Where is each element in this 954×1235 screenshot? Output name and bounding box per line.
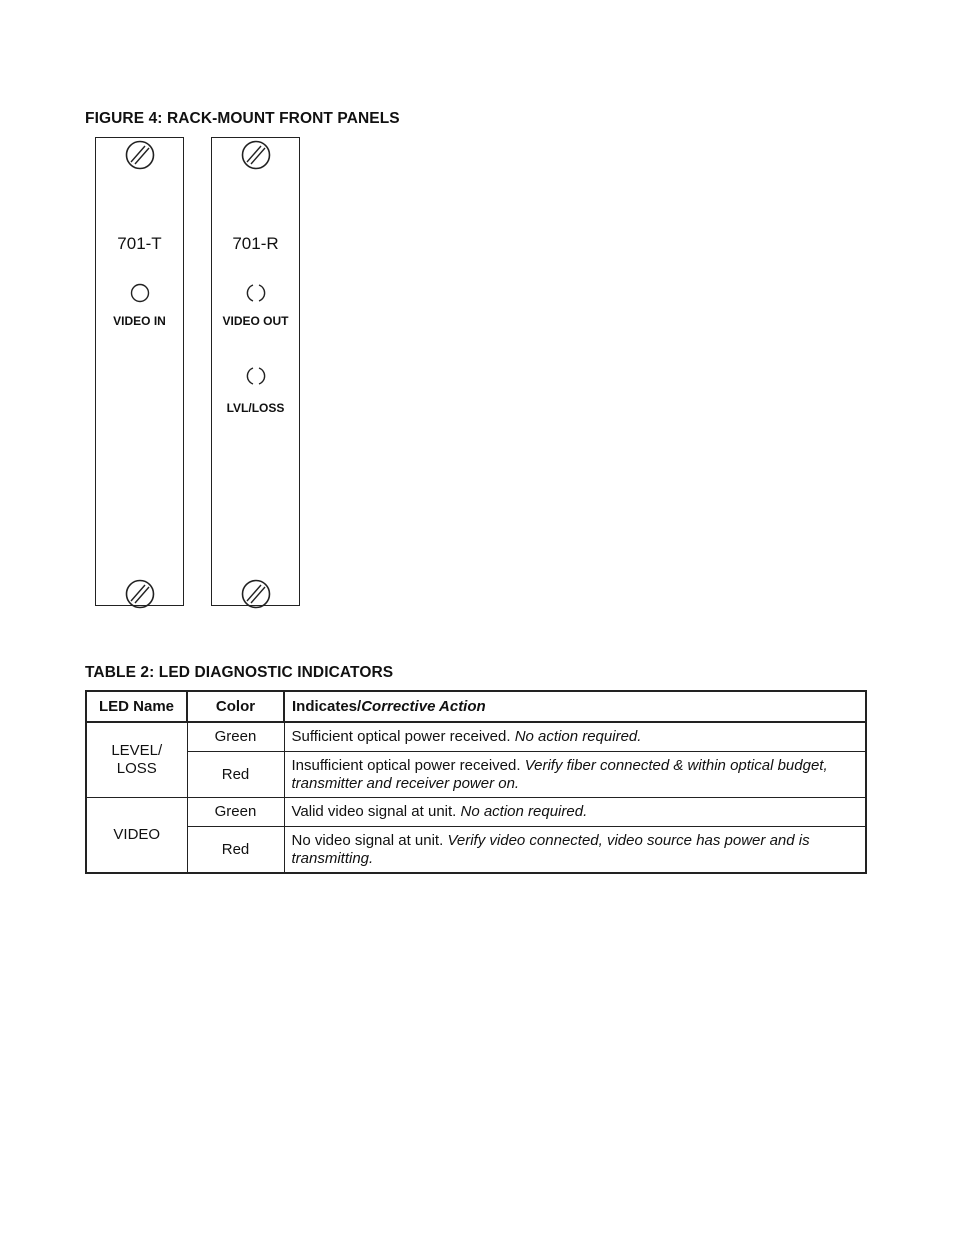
table-row xyxy=(86,752,866,798)
table-row xyxy=(86,827,866,874)
bnc-connector-icon xyxy=(246,283,266,303)
color-cell: Green xyxy=(187,798,284,827)
led-indicator-icon xyxy=(246,366,266,386)
indication-cell: Insufficient optical power received. Verify fiber connected & within optical budget, transmitter and receiver power on. xyxy=(284,752,866,798)
bnc-connector-icon xyxy=(130,283,150,303)
color-cell: Red xyxy=(187,752,284,798)
model-label: 701-R xyxy=(232,234,279,253)
screw-icon xyxy=(124,578,156,610)
header-led-name: LED Name xyxy=(86,691,187,722)
color-cell: Red xyxy=(187,827,284,874)
led-name-cell: VIDEO xyxy=(86,798,187,874)
connector-label-video-out: VIDEO OUT xyxy=(222,314,289,328)
panel-701-t xyxy=(95,137,184,606)
screw-icon xyxy=(240,578,272,610)
table-row xyxy=(86,798,866,827)
table-header-row xyxy=(86,691,866,722)
color-cell: Green xyxy=(187,722,284,752)
model-label: 701-T xyxy=(117,234,162,253)
indication-cell: No video signal at unit. Verify video connected, video source has power and is transmitting. xyxy=(284,827,866,874)
table-row xyxy=(86,722,866,752)
indication-cell: Valid video signal at unit. No action required. xyxy=(284,798,866,827)
led-label-lvl-loss: LVL/LOSS xyxy=(226,401,285,415)
header-color: Color xyxy=(187,691,284,722)
connector-label-video-in: VIDEO IN xyxy=(113,314,166,328)
table-title: TABLE 2: LED DIAGNOSTIC INDICATORS xyxy=(85,664,394,681)
led-diagnostic-table xyxy=(85,690,867,874)
screw-icon xyxy=(124,139,156,171)
led-name-cell: LEVEL/ LOSS xyxy=(86,722,187,798)
panel-701-r xyxy=(211,137,300,606)
header-indicates: Indicates/Corrective Action xyxy=(284,691,866,722)
figure-title: FIGURE 4: RACK-MOUNT FRONT PANELS xyxy=(85,110,400,127)
indication-cell: Sufficient optical power received. No action required. xyxy=(284,722,866,752)
screw-icon xyxy=(240,139,272,171)
